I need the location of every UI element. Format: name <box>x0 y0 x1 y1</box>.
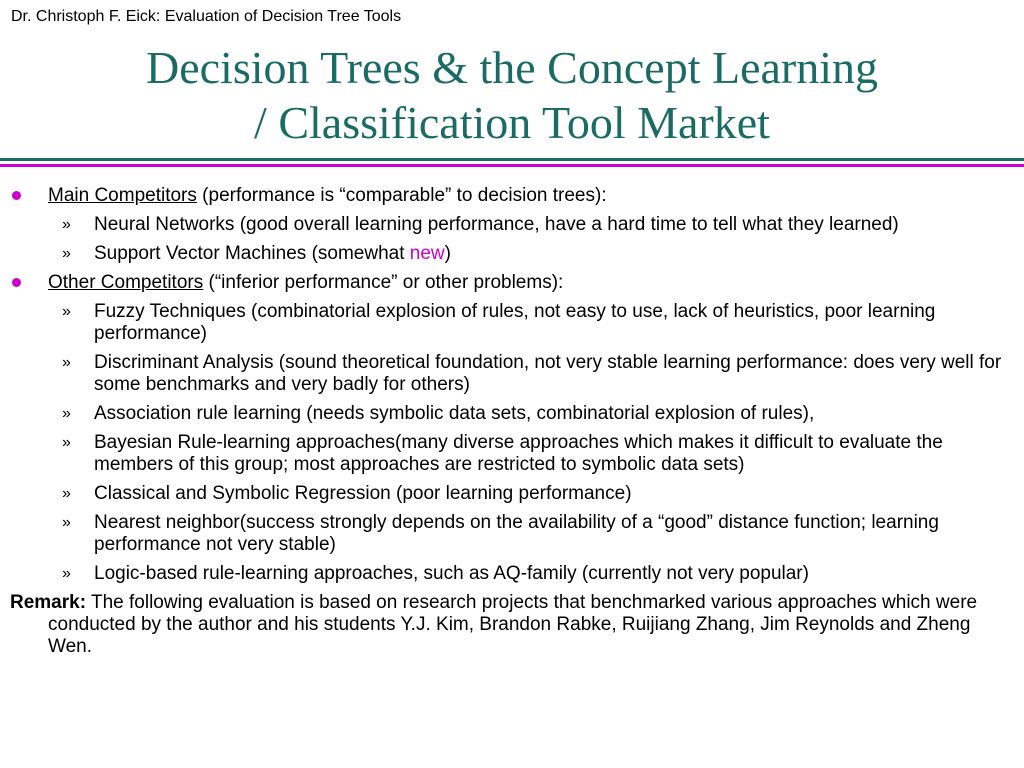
title-divider <box>0 158 1024 167</box>
slide-header: Dr. Christoph F. Eick: Evaluation of Decision Tree Tools <box>11 8 402 25</box>
chevron-icon: » <box>62 514 71 531</box>
divider-magenta <box>0 164 1024 167</box>
bullet-icon <box>12 278 21 287</box>
divider-teal <box>0 158 1024 161</box>
remark-text: The following evaluation is based on research projects that benchmarked various approaches which were conducted by the author and his students Y.J. Kim, Brandon Rabke, Ruijiang Zhang, Jim Reynolds and Zheng Wen. <box>48 592 978 657</box>
main-competitors-desc: (performance is “comparable” to decision trees): <box>196 185 607 206</box>
main-competitors-item <box>0 185 1024 207</box>
sub-item-text: Neural Networks (good overall learning performance, have a hard time to tell what they learned) <box>94 214 899 235</box>
sub-item-text: Nearest neighbor(success strongly depends on the availability of a “good” distance function; learning performance not very stable) <box>94 512 939 555</box>
remark-label: Remark: <box>10 592 87 613</box>
sub-item-text: Logic-based rule-learning approaches, such as AQ-family (currently not very popular) <box>94 563 809 584</box>
chevron-icon: » <box>62 303 71 320</box>
sub-item-text: Bayesian Rule-learning approaches(many diverse approaches which makes it difficult to evaluate the members of this group; most approaches are restricted to symbolic data sets) <box>94 432 943 475</box>
title-line-2: / Classification Tool Market <box>254 97 770 148</box>
main-competitors-heading: Main Competitors <box>48 185 197 206</box>
sub-item-neural-networks <box>0 214 1024 236</box>
other-competitors-item <box>0 272 1024 294</box>
bullet-icon <box>12 191 21 200</box>
sub-item-discriminant <box>0 352 1024 396</box>
sub-item-text: Fuzzy Techniques (combinatorial explosion of rules, not easy to use, lack of heuristics, poor learning performance) <box>94 301 936 344</box>
title-line-1: Decision Trees & the Concept Learning <box>145 42 879 93</box>
chevron-icon: » <box>62 216 71 233</box>
chevron-icon: » <box>62 354 71 371</box>
sub-item-text: Classical and Symbolic Regression (poor learning performance) <box>94 483 632 504</box>
other-competitors-heading: Other Competitors <box>48 272 204 293</box>
sub-item-nearest-neighbor <box>0 512 1024 556</box>
sub-item-svm <box>0 243 1024 265</box>
sub-item-association <box>0 403 1024 425</box>
svm-new-highlight: new <box>409 243 445 264</box>
chevron-icon: » <box>62 565 71 582</box>
other-competitors-desc: (“inferior performance” or other problems): <box>203 272 564 293</box>
slide-body <box>0 185 1024 658</box>
chevron-icon: » <box>62 245 71 262</box>
sub-item-bayesian <box>0 432 1024 476</box>
sub-item-logic-based <box>0 563 1024 585</box>
remark-paragraph <box>0 592 1024 658</box>
slide-title <box>0 40 1024 150</box>
svm-text: Support Vector Machines (somewhat <box>94 243 410 264</box>
chevron-icon: » <box>62 485 71 502</box>
sub-item-regression <box>0 483 1024 505</box>
svm-text-end: ) <box>444 243 451 264</box>
sub-item-text: Discriminant Analysis (sound theoretical foundation, not very stable learning performance: does very well for some benchmarks and very badly for others) <box>94 352 1002 395</box>
chevron-icon: » <box>62 405 71 422</box>
chevron-icon: » <box>62 434 71 451</box>
sub-item-text: Association rule learning (needs symbolic data sets, combinatorial explosion of rules), <box>94 403 815 424</box>
sub-item-fuzzy <box>0 301 1024 345</box>
